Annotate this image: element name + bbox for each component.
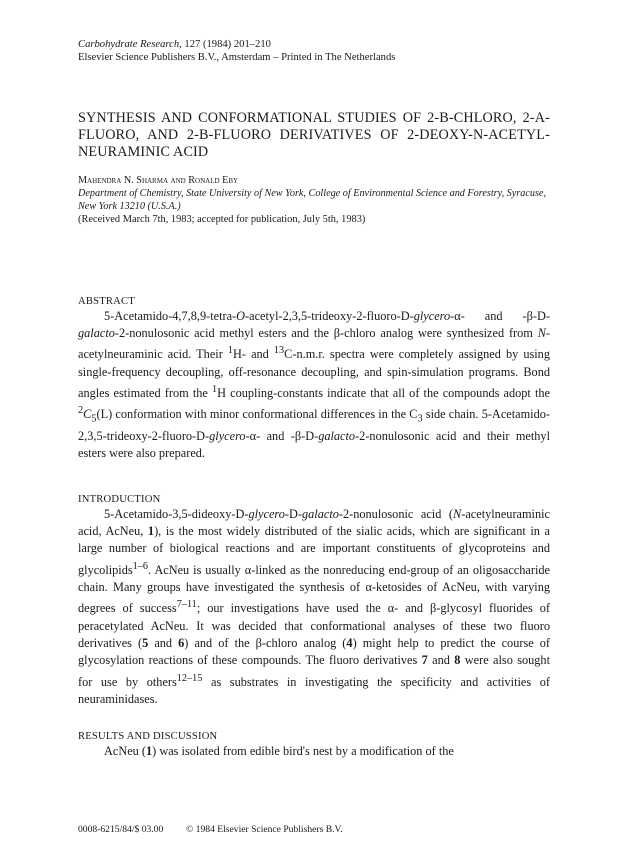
intro-text-segment: - [297,506,302,521]
reference-superscript: 1–6 [132,560,149,572]
abstract-text-segment: -acetyl-2,3,5-trideoxy-2-fluoro- [245,308,401,323]
reference-superscript: 7–11 [176,599,197,611]
intro-text-segment: - [284,506,289,521]
author-list: Mahendra N. Sharma and Ronald Eby [78,174,239,186]
intro-text-segment: D [289,506,298,521]
intro-text-segment: ), is the most widely distributed of the sialic acids, which are significant in a large number of biological reactions and are important constituents of glycoproteins and glycolipids [78,524,550,577]
article-title: SYNTHESIS AND CONFORMATIONAL STUDIES OF 2-Β-CHLORO, 2-Α-FLUORO, AND 2-Β-FLUORO DERIVATIVES OF 2-DEOXY-N-ACETYL-NEURAMINIC ACID [78,110,550,161]
compound-number: 5 [142,635,149,650]
abstract-text-segment: D [537,308,546,323]
intro-text-segment: ) and of the β-chloro analog ( [184,635,347,650]
journal-citation [78,38,550,51]
abstract-superscript: 1 [227,345,234,357]
intro-text-segment: 5-Acetamido-3,5-dideoxy- [104,506,236,521]
page-content [78,38,550,761]
compound-number: 8 [454,653,461,668]
page-footer [78,824,550,836]
intro-text-segment: galacto [302,506,339,521]
received-dates: (Received March 7th, 1983; accepted for publication, July 5th, 1983) [78,213,366,225]
abstract-text-segment: O [236,308,246,323]
abstract-text-segment: - [314,429,319,444]
abstract-text-segment: - [545,308,550,323]
abstract-text-segment: side chain. 5-Acetamido-2,3,5-trideoxy-2-fluoro- [78,407,550,444]
reference-superscript: 12–15 [176,672,203,684]
compound-number: 4 [346,635,353,650]
abstract-superscript: 2 [78,405,84,417]
introduction-heading: INTRODUCTION [78,493,161,505]
abstract-text-segment: N [537,325,546,340]
intro-text-segment: ) might help to predict the course of glycosylation reactions of these compounds. The fluoro derivatives [78,635,550,668]
abstract-text-segment: D [305,429,315,444]
abstract-superscript: 1 [211,383,218,395]
abstract-text-segment: -2-nonulosonic acid and their methyl esters were also prepared. [78,429,550,461]
abstract-heading: ABSTRACT [78,295,135,307]
intro-text-segment: and [148,635,179,650]
intro-text-segment: - [244,506,249,521]
compound-number: 7 [421,653,428,668]
results-text-segment: ) was isolated from edible bird's nest by a modification of the [152,744,454,759]
abstract-text-segment: - [409,308,414,323]
results-heading: RESULTS AND DISCUSSION [78,731,218,743]
intro-text-segment: D [235,506,245,521]
intro-text-segment: were also sought for use by others [78,653,550,689]
copyright-notice: © 1984 Elsevier Science Publishers B.V. [186,824,343,835]
abstract-subscript: 5 [91,413,97,425]
abstract-text-segment: D [400,308,410,323]
author-affiliation: Department of Chemistry, State University of New York, College of Environmental Science and Forestry, Syracuse, New York 13210 (U.S.A.) [78,187,546,212]
abstract-text-segment: galacto [78,325,115,340]
abstract-text-segment: - [205,429,210,444]
abstract-text-segment: -2-nonulosonic acid methyl esters and the β-chloro analog were synthesized from [114,325,538,340]
publisher-line: Elsevier Science Publishers B.V., Amsterdam – Printed in The Netherlands [78,52,396,63]
intro-text-segment: . AcNeu is usually α-linked as the nonreducing end-group of an oligosaccharide chain. Many groups have investigated the synthesis of α-ketosides of AcNeu, with varying degrees of success [78,562,550,616]
journal-name: Carbohydrate Research [78,39,180,50]
abstract-text [78,308,550,463]
abstract-text-segment: -α- and -β- [450,308,537,323]
intro-text-segment: glycero [248,506,285,521]
abstract-text-segment: glycero [209,429,246,444]
intro-text-segment: N [453,506,462,521]
abstract-text-segment: C [83,407,92,422]
intro-text-segment: -acetylneuraminic acid, AcNeu, [78,506,550,539]
abstract-text-segment: -acetylneuraminic acid. Their [78,325,550,362]
intro-text-segment: -2-nonulosonic acid ( [338,506,454,521]
compound-number: 1 [146,744,153,759]
abstract-text-segment: H coupling-constants indicate that all of the compounds adopt the [217,385,550,400]
intro-text-segment: as substrates in investigating the specificity and activities of neuraminidases. [78,674,550,706]
results-text-segment: AcNeu ( [104,744,146,759]
abstract-subscript: 3 [417,413,423,425]
abstract-text-segment: H- and [233,347,274,362]
abstract-text-segment: D [196,429,206,444]
compound-number: 6 [178,635,185,650]
abstract-text-segment: -α- and -β- [245,429,306,444]
abstract-text-segment: 5-Acetamido-4,7,8,9-tetra- [104,308,237,323]
issn-code: 0008-6215/84/$ 03.00 [78,824,164,835]
intro-text-segment: and [427,653,455,668]
abstract-text-segment: galacto [318,429,356,444]
introduction-text [78,506,550,709]
journal-volume-pages: , 127 (1984) 201–210 [179,39,271,50]
compound-number: 1 [147,524,155,539]
abstract-text-segment: ( [96,407,101,422]
abstract-text-segment: C-n.m.r. spectra were completely assigned by using single-frequency decoupling, off-resonance decoupling, and spin-simulation programs. Bond angles estimated from the [78,347,550,400]
abstract-superscript: 13 [273,345,285,357]
abstract-text-segment: L [100,407,109,422]
intro-text-segment: ; our investigations have used the α- and β-glycosyl fluorides of peracetylated AcNeu. It was decided that conformational analyses of these two fluoro derivatives ( [78,601,550,650]
abstract-text-segment: glycero [413,308,451,323]
journal-header [78,38,550,64]
results-text [78,743,550,760]
abstract-text-segment: ) conformation with minor conformational differences in the C [108,407,418,422]
